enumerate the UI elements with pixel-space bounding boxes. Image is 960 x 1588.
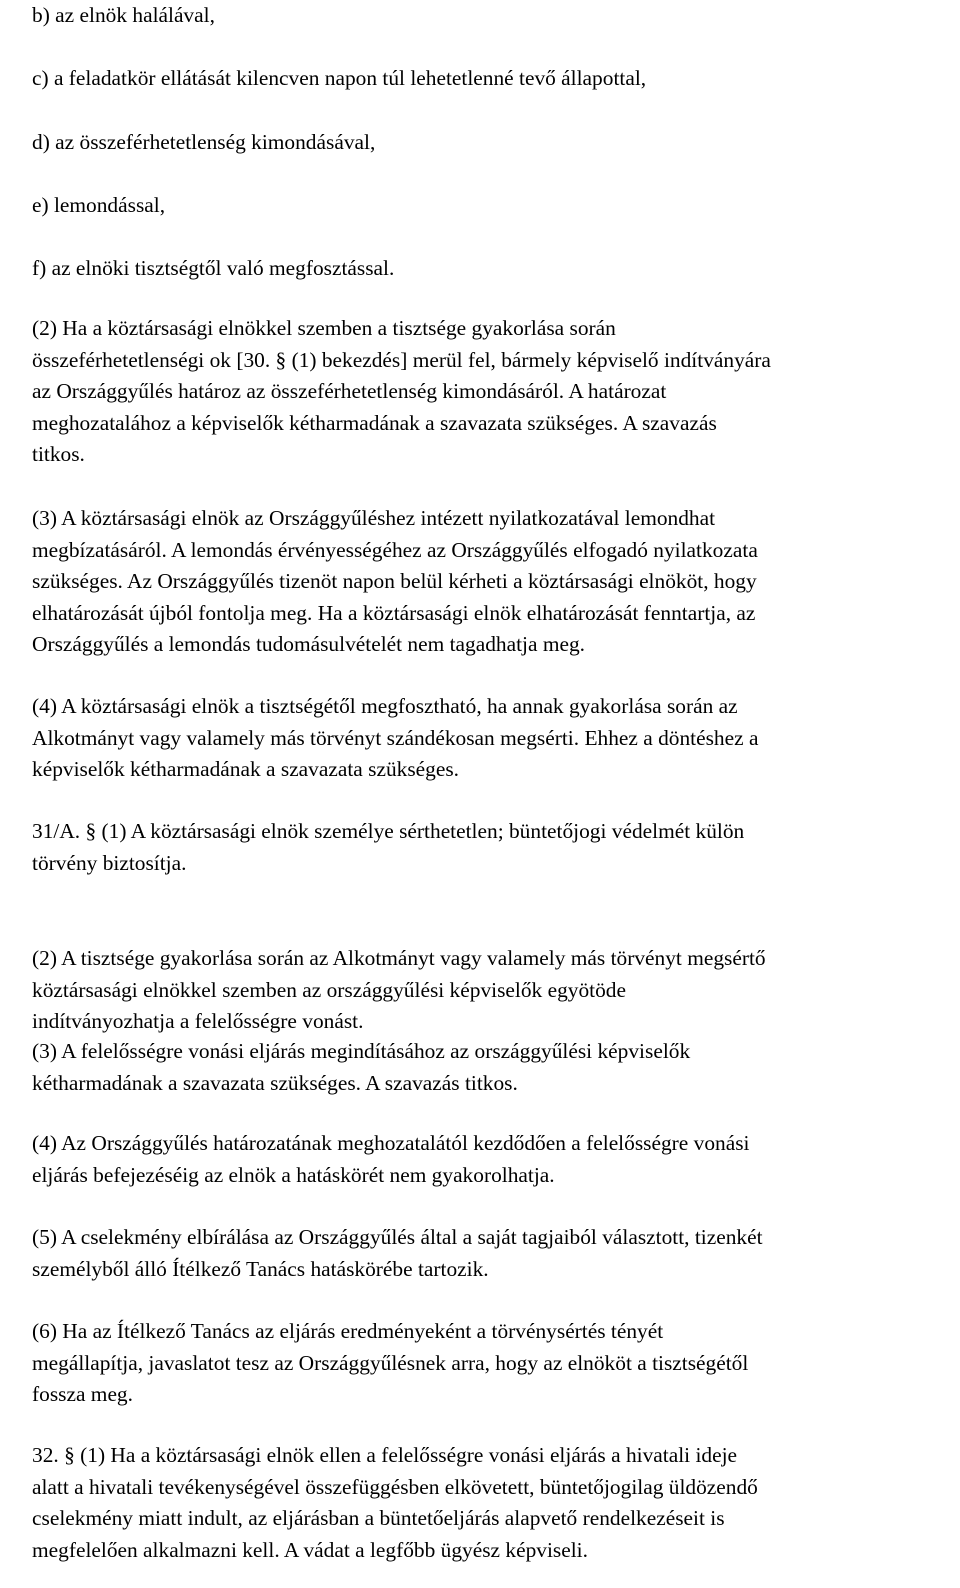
text-line: cselekmény miatt indult, az eljárásban a büntetőeljárás alapvető rendelkezéseit is [32, 1506, 725, 1530]
text-line: b) az elnök halálával, [32, 3, 215, 27]
text-line: megállapítja, javaslatot tesz az Országgyűlésnek arra, hogy az elnököt a tisztségétől [32, 1350, 749, 1375]
text-line: 32. § (1) Ha a köztársasági elnök ellen a felelősségre vonási eljárás a hivatali ideje [32, 1443, 738, 1467]
text-line: törvény biztosítja. [32, 850, 187, 875]
text-line: (4) Az Országgyűlés határozatának meghozatalától kezdődően a felelősségre vonási [32, 1131, 750, 1155]
text-line: (2) Ha a köztársasági elnökkel szemben a tisztsége gyakorlása során [32, 316, 616, 340]
paragraph [32, 691, 758, 786]
paragraph [32, 0, 215, 32]
text-line: személyből álló Ítélkező Tanács hatáskörébe tartozik. [32, 1256, 489, 1281]
paragraph [32, 816, 744, 879]
text-line: Alkotmányt vagy valamely más törvényt szándékosan megsérti. Ehhez a döntéshez a [32, 725, 759, 750]
text-line: c) a feladatkör ellátását kilencven napon túl lehetetlenné tevő állapottal, [32, 66, 647, 90]
text-line: f) az elnöki tisztségtől való megfosztással. [32, 256, 395, 280]
paragraph [32, 1440, 758, 1566]
paragraph [32, 63, 646, 95]
paragraph [32, 503, 758, 661]
text-line: (6) Ha az Ítélkező Tanács az eljárás eredményeként a törvénysértés tényét [32, 1319, 664, 1343]
text-line: képviselők kétharmadának a szavazata szükséges. [32, 757, 460, 781]
paragraph [32, 943, 766, 1038]
text-line: 31/A. § (1) A köztársasági elnök személye sérthetetlen; büntetőjogi védelmét külön [32, 819, 745, 843]
text-line: eljárás befejezéséig az elnök a hatáskörét nem gyakorolhatja. [32, 1162, 555, 1187]
paragraph [32, 253, 394, 285]
text-line: összeférhetetlenségi ok [30. § (1) bekezdés] merül fel, bármely képviselő indítványára [32, 347, 771, 372]
text-line: köztársasági elnökkel szemben az országgyűlési képviselők egyötöde [32, 977, 626, 1002]
paragraph [32, 1128, 749, 1191]
text-line: (3) A felelősségre vonási eljárás megindításához az országgyűlési képviselők [32, 1039, 691, 1063]
text-line: kétharmadának a szavazata szükséges. A szavazás titkos. [32, 1070, 518, 1095]
paragraph [32, 127, 375, 159]
text-line: fossza meg. [32, 1382, 133, 1406]
text-line: d) az összeférhetetlenség kimondásával, [32, 130, 376, 154]
text-line: megfelelően alkalmazni kell. A vádat a legfőbb ügyész képviseli. [32, 1537, 588, 1562]
text-line: elhatározását újból fontolja meg. Ha a köztársasági elnök elhatározását fenntartja, az [32, 600, 756, 625]
text-line: (3) A köztársasági elnök az Országgyűléshez intézett nyilatkozatával lemondhat [32, 506, 716, 530]
text-line: Országgyűlés a lemondás tudomásulvételét nem tagadhatja meg. [32, 632, 586, 656]
text-line: szükséges. Az Országgyűlés tizenöt napon belül kérheti a köztársasági elnököt, hogy [32, 569, 757, 593]
text-line: (4) A köztársasági elnök a tisztségétől megfosztható, ha annak gyakorlása során az [32, 694, 738, 718]
text-line: (2) A tisztsége gyakorlása során az Alkotmányt vagy valamely más törvényt megsértő [32, 946, 766, 970]
text-line: (5) A cselekmény elbírálása az Országgyűlés által a saját tagjaiból választott, tizenkét [32, 1225, 763, 1249]
text-line: megbízatásáról. A lemondás érvényességéhez az Országgyűlés elfogadó nyilatkozata [32, 537, 758, 562]
paragraph [32, 1316, 748, 1411]
paragraph [32, 1222, 763, 1285]
text-line: alatt a hivatali tevékenységével összefüggésben elkövetett, büntetőjogilag üldözendő [32, 1474, 758, 1499]
text-line: titkos. [32, 442, 85, 466]
paragraph [32, 313, 771, 471]
paragraph [32, 1036, 690, 1099]
text-line: meghozatalához a képviselők kétharmadának a szavazata szükséges. A szavazás [32, 410, 717, 435]
text-line: indítványozhatja a felelősségre vonást. [32, 1009, 364, 1033]
paragraph [32, 190, 165, 222]
text-line: e) lemondással, [32, 193, 166, 217]
text-line: az Országgyűlés határoz az összeférhetetlenség kimondásáról. A határozat [32, 379, 667, 403]
